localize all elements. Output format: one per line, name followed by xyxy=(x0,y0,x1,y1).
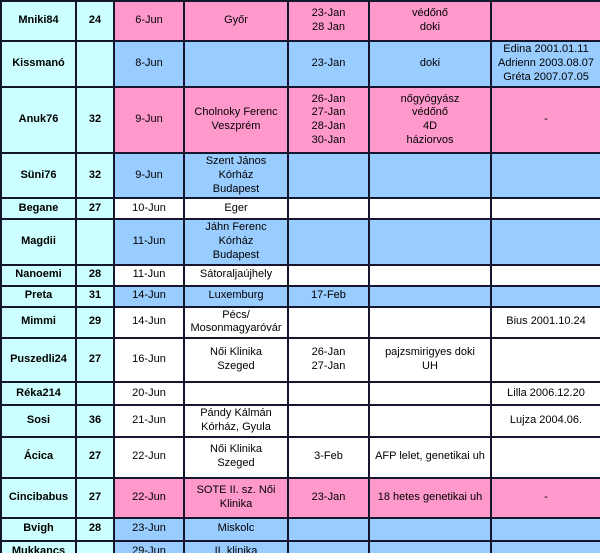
cell-line: 3-Feb xyxy=(314,450,343,463)
table-row xyxy=(1,286,600,307)
dates-cell xyxy=(288,307,369,339)
cell-line: Edina 2001.01.11 xyxy=(503,43,589,56)
cell-line: védőnő xyxy=(411,7,449,20)
children-cell xyxy=(491,265,600,286)
name-cell xyxy=(1,198,76,219)
children-cell xyxy=(491,405,600,437)
hospital-cell xyxy=(184,405,288,437)
doctor-cell xyxy=(369,219,491,264)
cell-line: 9-Jun xyxy=(135,168,163,181)
dates-cell xyxy=(288,518,369,541)
hospital-cell xyxy=(184,87,288,153)
cell-line: 17-Feb xyxy=(311,289,346,302)
cell-line: Magdii xyxy=(21,235,56,247)
cell-line: Mosonmagyaróvár xyxy=(190,322,282,335)
hospital-cell xyxy=(184,478,288,518)
age-cell xyxy=(76,286,114,307)
table-row xyxy=(1,219,600,264)
hospital-cell xyxy=(184,338,288,382)
name-cell xyxy=(1,307,76,339)
table-row xyxy=(1,153,600,198)
age-cell xyxy=(76,1,114,41)
cell-line: - xyxy=(544,490,548,503)
name-cell xyxy=(1,541,76,553)
cell-line: 22-Jun xyxy=(132,490,166,503)
age-cell xyxy=(76,41,114,87)
due-date-cell xyxy=(114,286,184,307)
doctor-cell xyxy=(369,1,491,41)
name-cell xyxy=(1,219,76,264)
cell-line: Adrienn 2003.08.07 xyxy=(497,57,595,70)
doctor-cell xyxy=(369,437,491,478)
children-cell xyxy=(491,286,600,307)
dates-cell xyxy=(288,87,369,153)
cell-line: doki xyxy=(419,57,441,70)
table-row xyxy=(1,405,600,437)
cell-line: Preta xyxy=(24,289,53,302)
name-cell xyxy=(1,1,76,41)
due-date-cell xyxy=(114,153,184,198)
cell-line: Eger xyxy=(224,201,248,214)
due-date-cell xyxy=(114,518,184,541)
cell-line: Női Klinika xyxy=(210,346,262,359)
cell-line: Szeged xyxy=(217,360,255,372)
age-cell xyxy=(76,307,114,339)
table-row xyxy=(1,338,600,382)
due-date-cell xyxy=(114,219,184,264)
cell-line: Mukkancs xyxy=(11,544,66,553)
cell-line: pajzsmirigyes doki xyxy=(385,346,475,359)
cell-line: 23-Jan xyxy=(311,490,346,503)
cell-line: 31 xyxy=(88,289,102,302)
hospital-cell xyxy=(184,307,288,339)
cell-line: 14-Jun xyxy=(132,315,166,328)
cell-line: 20-Jun xyxy=(132,386,166,399)
name-cell xyxy=(1,41,76,87)
cell-line: doki xyxy=(419,21,441,33)
due-date-cell xyxy=(114,265,184,286)
doctor-cell xyxy=(369,338,491,382)
age-cell xyxy=(76,87,114,153)
children-cell xyxy=(491,1,600,41)
cell-line: Miskolc xyxy=(217,522,255,535)
cell-line: 23-Jun xyxy=(132,522,166,535)
age-cell xyxy=(76,153,114,198)
cell-line: 9-Jun xyxy=(135,113,163,126)
children-cell xyxy=(491,541,600,553)
hospital-cell xyxy=(184,382,288,405)
doctor-cell xyxy=(369,153,491,198)
cell-line: II. klinika xyxy=(214,544,258,553)
cell-line: 27-Jan xyxy=(311,106,346,119)
name-cell xyxy=(1,338,76,382)
cell-line: 27 xyxy=(88,353,102,366)
cell-line: Lujza 2004.06. xyxy=(509,413,583,426)
table-row xyxy=(1,518,600,541)
due-date-cell xyxy=(114,87,184,153)
children-cell xyxy=(491,437,600,478)
cell-line: 26-Jan xyxy=(311,346,346,359)
doctor-cell xyxy=(369,87,491,153)
cell-line: Sosi xyxy=(26,413,51,426)
table-row xyxy=(1,307,600,339)
cell-line: 16-Jun xyxy=(132,353,166,366)
cell-line: Pándy Kálmán xyxy=(200,407,272,419)
dates-cell xyxy=(288,153,369,198)
table-row xyxy=(1,1,600,41)
cell-line: Kissmanó xyxy=(12,57,65,70)
cell-line: 32 xyxy=(88,168,102,181)
dates-cell xyxy=(288,198,369,219)
cell-line: Ácica xyxy=(23,450,54,463)
hospital-cell xyxy=(184,153,288,198)
cell-line: 10-Jun xyxy=(132,201,166,214)
cell-line: Nanoemi xyxy=(15,268,62,281)
cell-line: AFP lelet, genetikai uh xyxy=(375,450,485,463)
hospital-cell xyxy=(184,1,288,41)
children-cell xyxy=(491,518,600,541)
cell-line: Klinika xyxy=(219,497,253,510)
cell-line: Lilla 2006.12.20 xyxy=(507,386,585,399)
cell-line: Budapest xyxy=(212,182,260,195)
doctor-cell xyxy=(369,478,491,518)
age-cell xyxy=(76,338,114,382)
hospital-cell xyxy=(184,541,288,553)
cell-line: 29-Jun xyxy=(132,544,166,553)
cell-line: 36 xyxy=(88,413,102,426)
cell-line: 30-Jan xyxy=(311,133,346,146)
dates-cell xyxy=(288,405,369,437)
cell-line: nőgyógyász xyxy=(400,92,460,105)
table-row xyxy=(1,382,600,405)
table-body xyxy=(1,1,600,553)
cell-line: 4D xyxy=(422,120,438,132)
dates-cell xyxy=(288,541,369,553)
name-cell xyxy=(1,405,76,437)
doctor-cell xyxy=(369,518,491,541)
table-row xyxy=(1,265,600,286)
children-cell xyxy=(491,198,600,219)
due-date-cell xyxy=(114,307,184,339)
cell-line: Mimmi xyxy=(21,315,56,328)
hospital-cell xyxy=(184,41,288,87)
table-row xyxy=(1,87,600,153)
table-row xyxy=(1,41,600,87)
cell-line: 22-Jun xyxy=(132,450,166,463)
children-cell xyxy=(491,478,600,518)
cell-line: 27 xyxy=(88,201,102,214)
cell-line: Mniki84 xyxy=(18,14,59,27)
cell-line: 14-Jun xyxy=(132,289,166,302)
dates-cell xyxy=(288,41,369,87)
children-cell xyxy=(491,87,600,153)
cell-line: Kórház, Gyula xyxy=(201,420,271,433)
cell-line: Budapest xyxy=(212,248,260,261)
name-cell xyxy=(1,265,76,286)
children-cell xyxy=(491,338,600,382)
dates-cell xyxy=(288,265,369,286)
doctor-cell xyxy=(369,286,491,307)
cell-line: 21-Jun xyxy=(132,413,166,426)
cell-line: háziorvos xyxy=(406,133,454,146)
cell-line: 28-Jan xyxy=(311,120,346,132)
cell-line: SOTE II. sz. Női xyxy=(196,483,276,496)
cell-line: 8-Jun xyxy=(135,57,163,70)
dates-cell xyxy=(288,382,369,405)
cell-line: Réka214 xyxy=(16,386,61,399)
cell-line: 23-Jan xyxy=(311,57,346,70)
age-cell xyxy=(76,541,114,553)
doctor-cell xyxy=(369,405,491,437)
age-cell xyxy=(76,405,114,437)
children-cell xyxy=(491,153,600,198)
age-cell xyxy=(76,437,114,478)
cell-line: Anuk76 xyxy=(18,113,59,126)
hospital-cell xyxy=(184,286,288,307)
cell-line: Győr xyxy=(224,14,248,27)
doctor-cell xyxy=(369,198,491,219)
name-cell xyxy=(1,518,76,541)
hospital-cell xyxy=(184,265,288,286)
dates-cell xyxy=(288,286,369,307)
doctor-cell xyxy=(369,265,491,286)
cell-line: Cincibabus xyxy=(8,490,69,503)
cell-line: védőnő xyxy=(411,106,449,119)
cell-line: 23-Jan xyxy=(311,7,346,20)
table-row xyxy=(1,437,600,478)
cell-line: Cholnoky Ferenc xyxy=(194,106,278,119)
cell-line: Luxemburg xyxy=(208,289,264,302)
hospital-cell xyxy=(184,437,288,478)
dates-cell xyxy=(288,478,369,518)
cell-line: 27 xyxy=(88,450,102,463)
cell-line: Szent János Kórház xyxy=(205,155,267,181)
name-cell xyxy=(1,87,76,153)
children-cell xyxy=(491,219,600,264)
cell-line: Pécs/ xyxy=(222,308,250,321)
table-row xyxy=(1,478,600,518)
doctor-cell xyxy=(369,382,491,405)
cell-line: 11-Jun xyxy=(132,235,166,247)
cell-line: Szeged xyxy=(217,457,255,469)
cell-line: 26-Jan xyxy=(311,92,346,105)
doctor-cell xyxy=(369,307,491,339)
hospital-cell xyxy=(184,518,288,541)
name-cell xyxy=(1,153,76,198)
children-cell xyxy=(491,382,600,405)
cell-line: Bius 2001.10.24 xyxy=(506,315,586,328)
due-date-cell xyxy=(114,405,184,437)
age-cell xyxy=(76,219,114,264)
name-cell xyxy=(1,286,76,307)
name-cell xyxy=(1,478,76,518)
due-date-cell xyxy=(114,198,184,219)
cell-line: 27-Jan xyxy=(311,360,346,372)
cell-line: 28 xyxy=(88,268,102,281)
cell-line: - xyxy=(544,113,548,126)
due-date-cell xyxy=(114,382,184,405)
name-cell xyxy=(1,382,76,405)
cell-line: 32 xyxy=(88,113,102,126)
cell-line: 24 xyxy=(88,14,102,27)
due-date-cell xyxy=(114,437,184,478)
due-date-cell xyxy=(114,41,184,87)
age-cell xyxy=(76,382,114,405)
cell-line: 18 hetes genetikai uh xyxy=(377,490,483,503)
cell-line: Sátoraljaújhely xyxy=(199,268,273,281)
children-cell xyxy=(491,307,600,339)
cell-line: 6-Jun xyxy=(135,14,163,27)
dates-cell xyxy=(288,1,369,41)
hospital-cell xyxy=(184,198,288,219)
cell-line: 27 xyxy=(88,490,102,503)
hospital-cell xyxy=(184,219,288,264)
age-cell xyxy=(76,478,114,518)
cell-line: 28 Jan xyxy=(311,21,346,33)
cell-line: Süni76 xyxy=(20,168,57,181)
doctor-cell xyxy=(369,541,491,553)
due-date-cell xyxy=(114,541,184,553)
children-cell xyxy=(491,41,600,87)
cell-line: Jáhn Ferenc Kórház xyxy=(205,221,267,247)
cell-line: 29 xyxy=(88,315,102,328)
dates-cell xyxy=(288,219,369,264)
cell-line: Veszprém xyxy=(211,120,261,132)
dates-cell xyxy=(288,437,369,478)
cell-line: 28 xyxy=(88,522,102,535)
dates-cell xyxy=(288,338,369,382)
cell-line: Bvigh xyxy=(23,522,54,535)
name-cell xyxy=(1,437,76,478)
cell-line: Begane xyxy=(18,201,59,214)
table-row xyxy=(1,198,600,219)
cell-line: UH xyxy=(422,360,438,372)
due-date-cell xyxy=(114,338,184,382)
cell-line: Puszedli24 xyxy=(10,353,67,366)
cell-line: Női Klinika xyxy=(210,443,262,456)
due-date-cell xyxy=(114,478,184,518)
age-cell xyxy=(76,198,114,219)
table-row xyxy=(1,541,600,553)
cell-line: 11-Jun xyxy=(132,268,166,281)
due-date-cell xyxy=(114,1,184,41)
age-cell xyxy=(76,518,114,541)
age-cell xyxy=(76,265,114,286)
cell-line: Gréta 2007.07.05 xyxy=(503,70,589,83)
doctor-cell xyxy=(369,41,491,87)
